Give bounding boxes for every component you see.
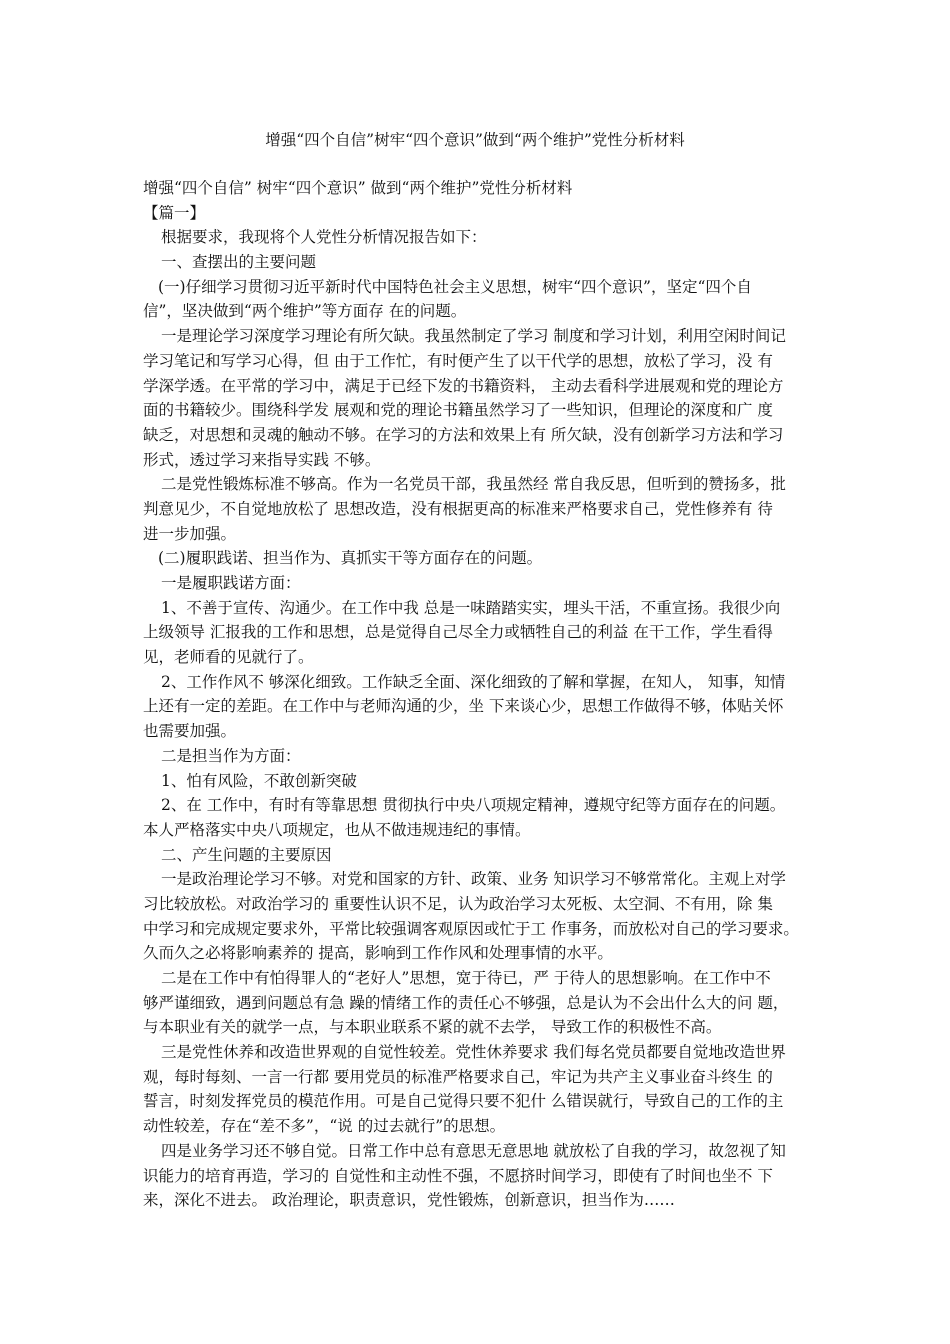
text-line: 习比较放松。对政治学习的 重要性认识不足，认为政治学习太死板、太空洞、不有用，除 集 <box>143 894 773 913</box>
text-line: 1、怕有风险，不敢创新突破 <box>161 771 357 790</box>
text-line: 一是履职践诺方面： <box>161 574 301 592</box>
text-line: 四是业务学习还不够自觉。日常工作中总有意思无意思地 就放松了自我的学习，故忽视了知 <box>161 1141 786 1160</box>
text-line: 够严谨细致，遇到问题总有急 躁的情绪工作的责任心不够强，总是认为不会出什么大的问 题， <box>143 993 789 1012</box>
text-line: 上还有一定的差距。在工作中与老师沟通的少，坐 下来谈心少，思想工作做得不够，体贴关怀 <box>143 697 784 716</box>
text-line: 一、查摆出的主要问题 <box>161 253 317 272</box>
text-line: 形式，透过学习来指导实践 不够。 <box>143 450 381 469</box>
document-body <box>143 176 823 1213</box>
text-line: 久而久之必将影响素养的 提高，影响到工作作风和处理事情的水平。 <box>143 944 613 963</box>
text-line: 誓言，时刻发挥党员的模范作用。可是自己觉得只要不犯什 么错误就行，导致自己的工作的主 <box>143 1092 784 1111</box>
text-line: 【篇一】 <box>143 203 206 222</box>
text-line: 三是党性休养和改造世界观的自觉性较差。党性休养要求 我们每名党员都要自觉地改造世界 <box>161 1043 786 1062</box>
text-line: 观，每时每刻、一言一行都 要用党员的标准严格要求自己，牢记为共产主义事业奋斗终生 的 <box>143 1067 773 1086</box>
text-line: 本人严格落实中央八项规定，也从不做违规违纪的事情。 <box>143 820 531 839</box>
text-line: 增强“四个自信” 树牢“四个意识” 做到“两个维护”党性分析材料 <box>143 179 573 197</box>
text-line: 识能力的培育再造，学习的 自觉性和主动性不强，不愿挤时间学习，即使有了时间也坐不 下 <box>143 1166 773 1185</box>
text-line: 2、在 工作中，有时有等靠思想 贯彻执行中央八项规定精神，遵规守纪等方面存在的问题。 <box>161 796 786 815</box>
text-line: 一是政治理论学习不够。对党和国家的方针、政策、业务 知识学习不够常常化。主观上对学 <box>161 870 786 889</box>
text-line: 二是在工作中有怕得罪人的“老好人”思想，宽于待已，严 于待人的思想影响。在工作中不 <box>161 969 771 987</box>
text-line: 二是担当作为方面： <box>161 746 301 765</box>
text-line: 学深学透。在平常的学习中，满足于已经下发的书籍资料， 主动去看科学进展观和党的理论方 <box>143 376 784 395</box>
text-line: 进一步加强。 <box>143 524 237 543</box>
text-line: (一)仔细学习贯彻习近平新时代中国特色社会主义思想，树牢“四个意识”，坚定“四个自 <box>158 277 752 296</box>
text-line: 二是党性锻炼标准不够高。作为一名党员干部，我虽然经 常自我反思，但听到的赞扬多，批 <box>161 475 786 494</box>
text-line: 与本职业有关的就学一点，与本职业联系不紧的就不去学， 导致工作的积极性不高。 <box>143 1018 722 1037</box>
text-line: 判意见少，不自觉地放松了 思想改造，没有根据更高的标准来严格要求自己，党性修养有 待 <box>143 499 773 518</box>
text-line: 见，老师看的见就行了。 <box>143 648 314 667</box>
text-line: 中学习和完成规定要求外，平常比较强调客观原因或忙于工 作事务，而放松对自己的学习要求。 <box>143 919 799 938</box>
text-line: 1、不善于宣传、沟通少。在工作中我 总是一味踏踏实实，埋头干活，不重宣扬。我很少向 <box>161 598 781 617</box>
text-line: 缺乏，对思想和灵魂的触动不够。在学习的方法和效果上有 所欠缺，没有创新学习方法和学习 <box>143 425 784 444</box>
text-line: 学习笔记和写学习心得，但 由于工作忙，有时便产生了以干代学的思想，放松了学习，没 有 <box>143 351 773 370</box>
text-line: 面的书籍较少。围绕科学发 展观和党的理论书籍虽然学习了一些知识，但理论的深度和广 度 <box>143 401 773 420</box>
text-line: 动性较差，存在“差不多”，“说 的过去就行”的思想。 <box>143 1117 506 1136</box>
text-line: 根据要求，我现将个人党性分析情况报告如下： <box>161 228 487 247</box>
text-line: 上级领导 汇报我的工作和思想，总是觉得自己尽全力或牺牲自己的利益 在干工作，学生看得 <box>143 623 773 642</box>
text-line: 一是理论学习深度学习理论有所欠缺。我虽然制定了学习 制度和学习计划，利用空闲时间记 <box>161 327 786 346</box>
text-line: 二、产生问题的主要原因 <box>161 845 332 864</box>
document-title: 增强“四个自信”树牢“四个意识”做到“两个维护”党性分析材料 <box>265 131 685 149</box>
text-line: 2、工作作风不 够深化细致。工作缺乏全面、深化细致的了解和掌握，在知人， 知事，知情 <box>161 672 786 691</box>
text-line: (二)履职践诺、担当作为、真抓实干等方面存在的问题。 <box>158 549 543 568</box>
text-line: 也需要加强。 <box>143 722 237 741</box>
text-line: 信”，坚决做到“两个维护”等方面存 在的问题。 <box>143 302 467 321</box>
text-line: 来，深化不进去。 政治理论，职责意识，党性锻炼，创新意识，担当作为…… <box>143 1191 675 1210</box>
